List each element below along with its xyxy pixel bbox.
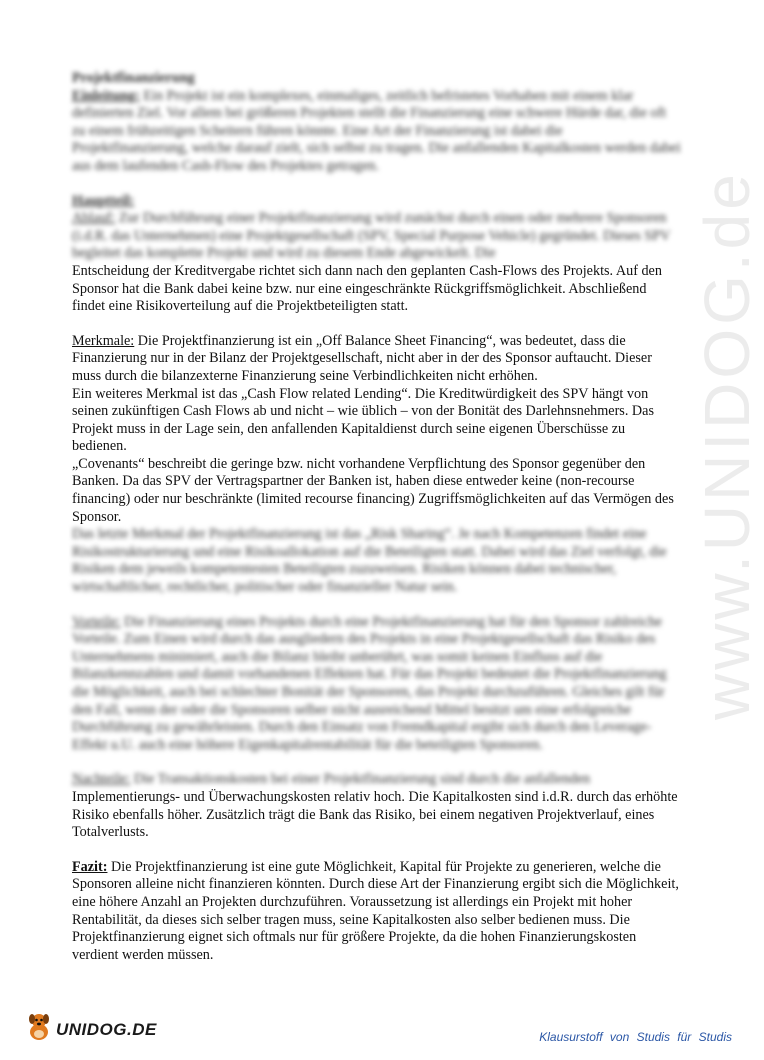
vorteile-paragraph	[72, 614, 682, 755]
merkmale-paragraph-2: Ein weiteres Merkmal ist das „Cash Flow related Lending“. Die Kreditwürdigkeit des SPV hängt von seinen zukünftigen Cash Flows ab und nicht – wie üblich – von der Bonität des Darlehnsnehmers. Das Projekt muss in der Lage sein, den anfallenden Kapitaldienst durch seine eigenen Überschüsse zu bedienen.	[72, 385, 654, 455]
fazit-text: Die Projektfinanzierung ist eine gute Möglichkeit, Kapital für Projekte zu generieren, welche die Sponsoren alleine nicht finanzieren könnten. Durch diese Art der Finanzierung ergibt sich die Möglichkeit, eine höhere Anzahl an Projekten durchzuführen. Voraussetzung ist allerdings ein Projekt mit hoher Rentabilität, da dieses sich selber tragen muss, seine Kapitalkosten also selber bedienen muss. Die Projektfinanzierung eignet sich oftmals nur für größere Projekte, da die hohen Finanzierungskosten verdient werden müssen.	[72, 858, 679, 963]
hauptteil-heading: Hauptteil:	[72, 192, 135, 209]
document-title: Projektfinanzierung	[72, 70, 195, 86]
nachteile-clear-text: Implementierungs- und Überwachungskosten relativ hoch. Die Kapitalkosten sind i.d.R. durch das erhöhte Risiko ebenfalls höher. Zusätzlich trägt die Bank das Risiko, bei einem negativen Projektverlauf, eines Totalverlusts.	[72, 788, 678, 841]
einleitung-paragraph	[72, 88, 682, 176]
document-body	[72, 70, 682, 964]
ablauf-blurred-text: Zur Durchführung einer Projektfinanzierung wird zunächst durch einen oder mehrere Sponsoren (i.d.R. das Unternehmen) eine Projektgesellschaft (SPV, Special Purpose Vehicle) gegründet. Dieses SPV begleitet das komplette Projekt und wird zu diesem Ende abgewickelt. Die	[72, 210, 671, 262]
merkmale-paragraph-1	[72, 333, 682, 386]
ablauf-blurred-paragraph	[72, 210, 682, 263]
nachteile-blurred-text: Die Transaktionskosten bei einer Projektfinanzierung sind durch die anfallenden	[130, 771, 591, 788]
dog-icon	[26, 1012, 52, 1047]
einleitung-heading: Einleitung:	[72, 87, 140, 104]
merkmale-heading: Merkmale:	[72, 332, 135, 349]
vorteile-heading: Vorteile:	[72, 613, 121, 630]
merkmale-paragraph-3: „Covenants“ beschreibt die geringe bzw. nicht vorhandene Verpflichtung des Sponsor gegenüber den Banken. Da das SPV der Vertragspartner der Banken ist, haben diese entweder keine (non-recourse financing) oder nur beschränkte (limited recourse financing) Zugriffsmöglichkeiten auf das Vermögen des Sponsor.	[72, 455, 674, 525]
nachteile-blurred-paragraph	[72, 771, 682, 789]
vorteile-text: Die Finanzierung eines Projekts durch eine Projektfinanzierung hat für den Sponsor zahlreiche Vorteile. Zum Einen wird durch das ausgliedern des Projekts in eine Projektgesellschaft das Risiko des Unternehmens minimiert, auch die Bilanz bleibt unberührt, was somit keinen Einfluss auf die Bilanzkennzahlen und damit vorhandenen Effekten hat. Für das Projekt bedeutet die Projektfinanzierung die Möglichkeit, auch bei schlechter Bonität der Sponsoren, das Projekt durchzuführen. Gleiches gilt für den Fall, wenn der oder die Sponsoren selber nicht ausreichend Mittel besitzt um eine erfolgreiche Durchführung zu gewährleisten. Durch den Einsatz von Fremdkapital ergibt sich durch den Leverage-Effekt u.U. auch eine höhere Eigenkapitalrentabilität für die beteiligten Sponsoren.	[72, 613, 667, 753]
einleitung-text: Ein Projekt ist ein komplexes, einmaliges, zeitlich befristetes Vorhaben mit einem klar definierten Ziel. Vor allem bei größeren Projekten stellt die Finanzierung eine schwere Hürde dar, die oft zu einem frühzeitigen Scheitern führen könnte. Eine Art der Finanzierung ist dabei die Projektfinanzierung, welche darauf zielt, sich selbst zu tragen. Die anfallenden Kapitalkosten werden dabei aus dem laufenden Cash-Flow des Projektes getragen.	[72, 87, 681, 174]
merkmale-paragraph-4: Das letzte Merkmal der Projektfinanzierung ist das „Risk Sharing“. Je nach Kompetenzen findet eine Risikostrukturierung und eine Risikoallokation auf die Beteiligten statt. Dabei wird das Ziel verfolgt, die Risiken dem jeweils kompetentesten Beteiligten zuzuweisen. Risiken können dabei technischer, wirtschaftlicher, rechtlicher, politischer oder finanzieller Natur sein.	[72, 526, 667, 596]
ablauf-heading: Ablauf:	[72, 210, 116, 227]
footer-tagline: Klausurstoff von Studis für Studis	[539, 1030, 732, 1044]
logo-text: UNIDOG.DE	[56, 1019, 157, 1039]
fazit-paragraph	[72, 859, 682, 965]
merkmale-text-1: Die Projektfinanzierung ist ein „Off Balance Sheet Financing“, was bedeutet, dass die Finanzierung nur in der Bilanz der Projektgesellschaft, nicht aber in der des Sponsor auftaucht. Dieser muss durch die bilanzexterne Finanzierung seine Verbindlichkeiten nicht erhöhen.	[72, 332, 652, 384]
blurred-section-intro	[72, 70, 682, 263]
blurred-section-middle	[72, 526, 682, 789]
watermark: www.UNIDOG.de	[691, 170, 763, 720]
ablauf-clear-text: Entscheidung der Kreditvergabe richtet sich dann nach den geplanten Cash-Flows des Projekts. Auf den Sponsor hat die Bank dabei keine bzw. nur eine eingeschränkte Rückgriffsmöglichkeit. Abschließend findet eine Risikoverteilung auf die Projektbeteiligten statt.	[72, 262, 662, 315]
unidog-logo[interactable]	[26, 1012, 157, 1047]
fazit-heading: Fazit:	[72, 858, 108, 875]
nachteile-heading: Nachteile:	[72, 771, 131, 788]
